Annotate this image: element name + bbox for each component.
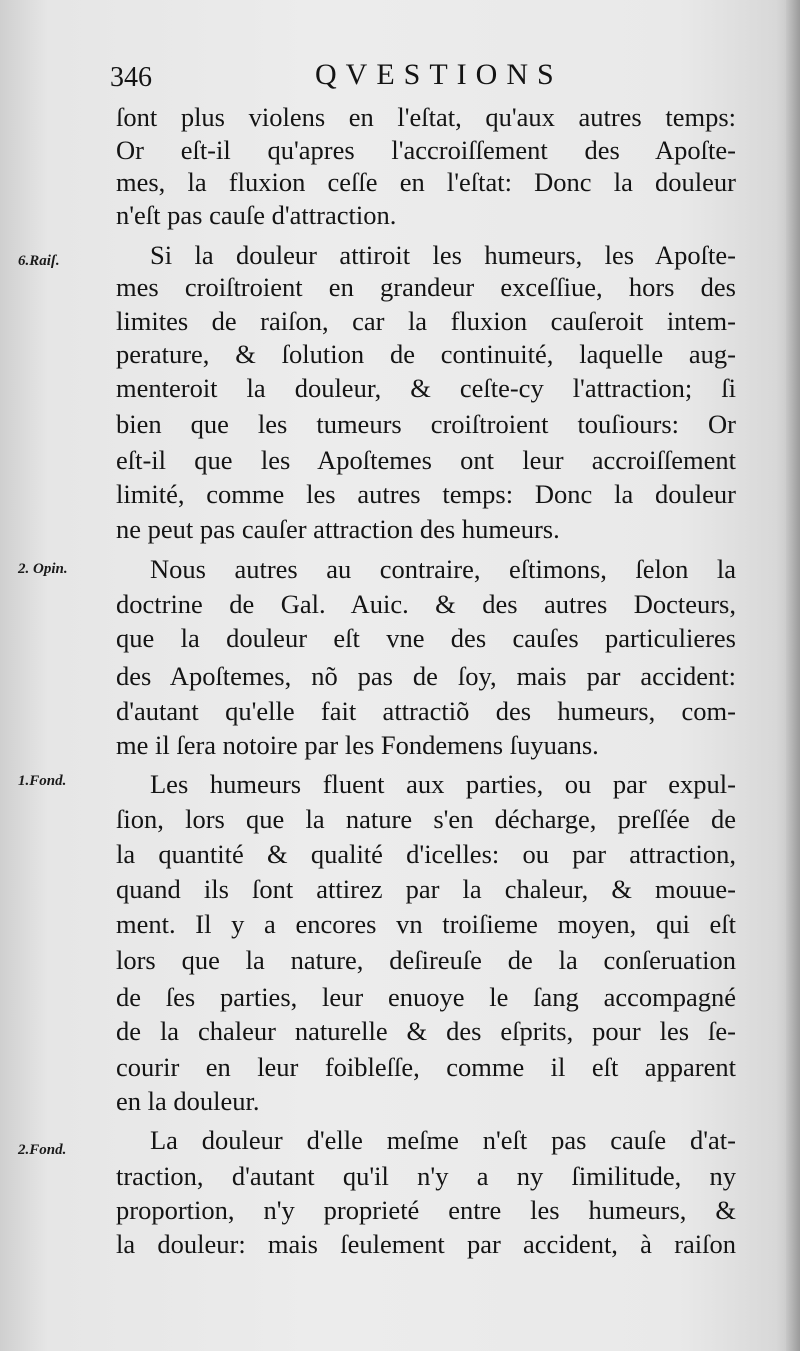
- page-header: [110, 58, 710, 98]
- text-line: courir en leur foibleſſe, comme il eſt apparent: [116, 1052, 736, 1082]
- text-line: des Apoſtemes, nõ pas de ſoy, mais par accident:: [116, 661, 736, 691]
- text-line: Nous autres au contraire, eſtimons, ſelon la: [150, 554, 736, 584]
- text-line: quand ils ſont attirez par la chaleur, & mouue-: [116, 874, 736, 904]
- text-line: Or eſt-il qu'apres l'accroiſſement des Apoſte-: [116, 135, 736, 165]
- text-line: d'autant qu'elle fait attractiõ des humeurs, com-: [116, 696, 736, 726]
- text-line: mes, la fluxion ceſſe en l'eſtat: Donc la douleur: [116, 167, 736, 197]
- text-line: menteroit la douleur, & ceſte-cy l'attraction; ſi: [116, 373, 736, 403]
- text-line: ſont plus violens en l'eſtat, qu'aux autres temps:: [116, 102, 736, 132]
- text-line: mes croiſtroient en grandeur exceſſiue, hors des: [116, 272, 736, 302]
- text-line: que la douleur eſt vne des cauſes particulieres: [116, 623, 736, 653]
- text-line: La douleur d'elle meſme n'eſt pas cauſe d'at-: [150, 1125, 736, 1155]
- text-line: limites de raiſon, car la fluxion cauſeroit intem-: [116, 306, 736, 336]
- page-spine-shadow: [786, 0, 800, 1351]
- text-line: limité, comme les autres temps: Donc la douleur: [116, 479, 736, 509]
- text-line: me il ſera notoire par les Fondemens ſuyuans.: [116, 730, 599, 760]
- text-line: n'eſt pas cauſe d'attraction.: [116, 200, 397, 230]
- margin-note-opinion-2: 2. Opin.: [18, 561, 68, 577]
- text-line: proportion, n'y proprieté entre les humeurs, &: [116, 1195, 736, 1225]
- text-line: de ſes parties, leur enuoye le ſang accompagné: [116, 982, 736, 1012]
- margin-note-fondement-2: 2.Fond.: [18, 1142, 67, 1158]
- running-head: QVESTIONS: [315, 58, 563, 91]
- text-line: ne peut pas cauſer attraction des humeurs.: [116, 514, 560, 544]
- text-line: perature, & ſolution de continuité, laquelle aug-: [116, 339, 736, 369]
- text-line: ment. Il y a encores vn troiſieme moyen, qui eſt: [116, 909, 736, 939]
- text-line: eſt-il que les Apoſtemes ont leur accroiſſement: [116, 445, 736, 475]
- text-line: traction, d'autant qu'il n'y a ny ſimilitude, ny: [116, 1161, 736, 1191]
- text-line: Si la douleur attiroit les humeurs, les Apoſte-: [150, 240, 736, 270]
- text-line: doctrine de Gal. Auic. & des autres Docteurs,: [116, 589, 736, 619]
- text-line: Les humeurs fluent aux parties, ou par expul-: [150, 769, 736, 799]
- text-line: bien que les tumeurs croiſtroient touſiours: Or: [116, 409, 736, 439]
- text-line: de la chaleur naturelle & des eſprits, pour les ſe-: [116, 1016, 736, 1046]
- text-line: la douleur: mais ſeulement par accident, à raiſon: [116, 1229, 736, 1259]
- margin-note-raison-6: 6.Raiſ.: [18, 253, 60, 269]
- text-line: lors que la nature, deſireuſe de la conſeruation: [116, 945, 736, 975]
- margin-note-fondement-1: 1.Fond.: [18, 773, 67, 789]
- text-line: en la douleur.: [116, 1086, 260, 1116]
- page-number: 346: [110, 62, 152, 93]
- text-line: ſion, lors que la nature s'en décharge, preſſée de: [116, 804, 736, 834]
- text-line: la quantité & qualité d'icelles: ou par attraction,: [116, 839, 736, 869]
